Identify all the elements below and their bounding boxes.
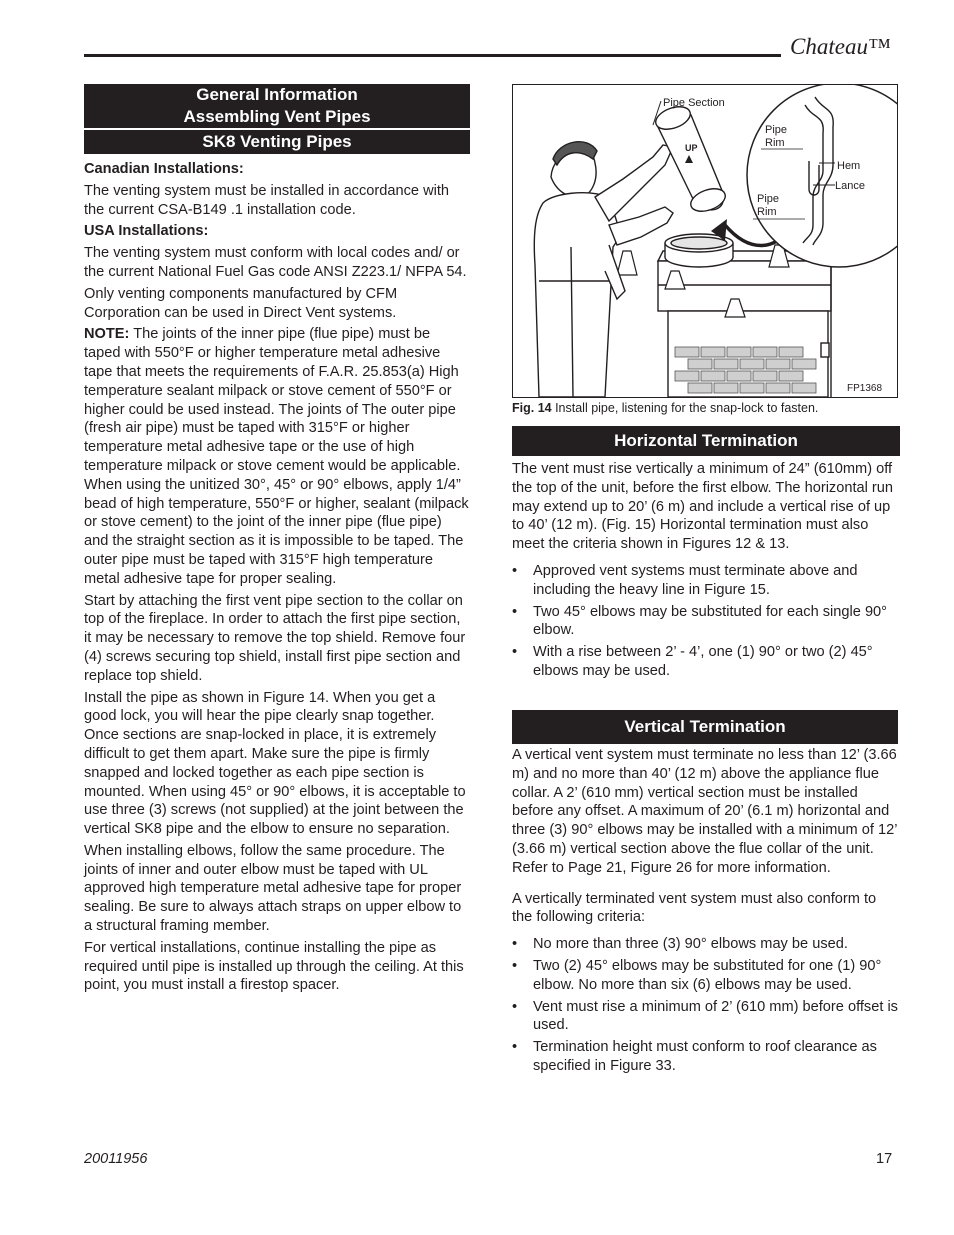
hem-label: Hem	[837, 160, 861, 172]
section-header-vertical: Vertical Termination	[512, 710, 898, 744]
horizontal-body	[512, 460, 900, 684]
lance-label: Lance	[835, 180, 865, 192]
figure-14	[512, 84, 898, 398]
page-number: 17	[876, 1151, 893, 1167]
pipe-rim-bottom-label-1: Pipe	[757, 193, 780, 205]
canadian-paragraph: The venting system must be installed in accordance with the current CSA-B149 .1 installation code.	[84, 182, 450, 218]
list-item: • No more than three (3) 90° elbows may be used.	[512, 936, 848, 953]
horizontal-bullet-list	[512, 562, 900, 681]
cfm-paragraph: Only venting components manufactured by CFM Corporation can be used in Direct Vent systems.	[84, 285, 398, 321]
bullet-icon: •	[512, 957, 518, 974]
bullet-icon: •	[512, 603, 518, 620]
horizontal-paragraph: The vent must rise vertically a minimum of 24” (610mm) off the top of the unit, before the first elbow. The horizontal run may extend up to 20’ (6 m) and include a vertical rise of up to 40’ (12 m). (Fig. 15) Horizontal termination must also meet the criteria shown in Figures 12 & 13.	[512, 461, 894, 553]
install-pipe-illustration	[513, 85, 897, 397]
vertical-paragraph-2: A vertically terminated vent system must also conform to the following criteria:	[512, 890, 877, 926]
usa-paragraph: The venting system must conform with local codes and/ or the current National Fuel Gas code ANSI Z223.1/ NFPA 54.	[84, 245, 467, 280]
note-text: The joints of the inner pipe (flue pipe) must be taped with 550°F or higher temperature metal adhesive tape that meets the requirements of F.A.R. 25.853(a) High temperature sealant milpack or stove cement of 550°F or higher could be used instead. The joints of The outer pipe (fresh air pipe) must be taped with 315°F or higher temperature metal adhesive tape or the use of high temperature milpack or stove cement would be applicable. When using the unitized 30°, 45° or 90° elbows, apply 1/4” bead of high temperature, 550°F or higher, sealant (milpack or stove cement) to the joint of the inner pipe (flue pipe) and the straight section as it is impossible to be taped. The outer pipe must be taped with 315°F high temperature metal adhesive tape for proper sealing.	[84, 326, 469, 587]
figure-caption-text: Install pipe, listening for the snap-lock to fasten.	[551, 401, 819, 415]
bullet-icon: •	[512, 998, 518, 1015]
section-title-line1: General Information	[196, 85, 358, 104]
elbows-paragraph: When installing elbows, follow the same procedure. The joints of inner and outer elbow must be taped with UL approved high temperature metal adhesive tape for proper sealing. Be sure to always attach straps on upper elbow to a structural framing member.	[84, 842, 462, 935]
pipe-section-label: Pipe Section	[663, 97, 725, 109]
vertical-bullet-list	[512, 935, 900, 1076]
bullet-icon: •	[512, 1039, 518, 1056]
list-item: • Approved vent systems must terminate above and including the heavy line in Figure 15.	[512, 562, 858, 598]
vertical-paragraph-1: A vertical vent system must terminate no less than 12’ (3.66 m) and no more than 40’ (12 m) above the appliance flue collar. A 2’ (610 mm) vertical section must be installed before any offset. A maximum of 20’ (6.1 m) horizontal and three (3) 90° elbows may be installed with a minimum of 12’ (3.66 m) vertical section above the flue collar of the unit. Refer to Page 21, Figure 26 for more information.	[512, 747, 897, 876]
pipe-rim-top-label-1: Pipe	[765, 124, 788, 136]
bullet-icon: •	[512, 644, 518, 661]
up-label: UP	[685, 143, 698, 153]
section-header-horizontal: Horizontal Termination	[512, 426, 900, 456]
list-item: • With a rise between 2’ - 4’, one (1) 90° or two (2) 45° elbows may be used.	[512, 644, 873, 679]
bullet-icon: •	[512, 936, 518, 953]
brand-title: Chateau™	[790, 34, 891, 59]
header-rule	[84, 54, 781, 57]
install-paragraph: Install the pipe as shown in Figure 14. When you get a good lock, you will hear the pipe clearly snap together. Once sections are snap-locked in place, it is extremely difficult to get them apart. Make sure the pipe is firmly snapped and locked together as each pipe section is mounted. When using 45° or 90° elbows, it is acceptable to use three (3) screws (not supplied) at the joint between the vertical SK8 pipe and the elbow to ensure no separation.	[84, 689, 466, 838]
figure-code-label: FP1368	[847, 383, 883, 394]
section-header-general	[84, 84, 470, 128]
section-header-sk8: SK8 Venting Pipes	[84, 130, 470, 154]
vertical-body	[512, 746, 900, 1079]
list-item: • Vent must rise a minimum of 2’ (610 mm) before offset is used.	[512, 998, 898, 1034]
canadian-heading: Canadian Installations:	[84, 161, 244, 177]
list-item: • Termination height must conform to roof clearance as specified in Figure 33.	[512, 1039, 877, 1074]
left-body	[84, 160, 470, 998]
bullet-icon: •	[512, 562, 518, 579]
section-title-line2: Assembling Vent Pipes	[183, 107, 371, 126]
pipe-rim-bottom-label-2: Rim	[757, 206, 777, 218]
note-paragraph	[84, 325, 470, 588]
list-item: • Two (2) 45° elbows may be substituted for one (1) 90° elbow. No more than six (6) elbows may be used.	[512, 957, 882, 993]
figure-caption-label: Fig. 14	[512, 401, 552, 415]
vertical-install-paragraph: For vertical installations, continue installing the pipe as required until pipe is installed up through the ceiling. At this point, you must install a firestop spacer.	[84, 939, 464, 994]
usa-heading: USA Installations:	[84, 223, 209, 240]
figure-caption	[512, 401, 818, 415]
start-paragraph: Start by attaching the first vent pipe section to the collar on top of the fireplace. In order to attach the first pipe section, it may be necessary to remove the top shield. Remove four (4) screws securing top shield, install first pipe section and replace top shield.	[84, 592, 466, 684]
note-label: NOTE:	[84, 326, 130, 343]
list-item: • Two 45° elbows may be substituted for each single 90° elbow.	[512, 603, 888, 639]
pipe-rim-top-label-2: Rim	[765, 137, 785, 149]
document-number: 20011956	[84, 1151, 148, 1167]
